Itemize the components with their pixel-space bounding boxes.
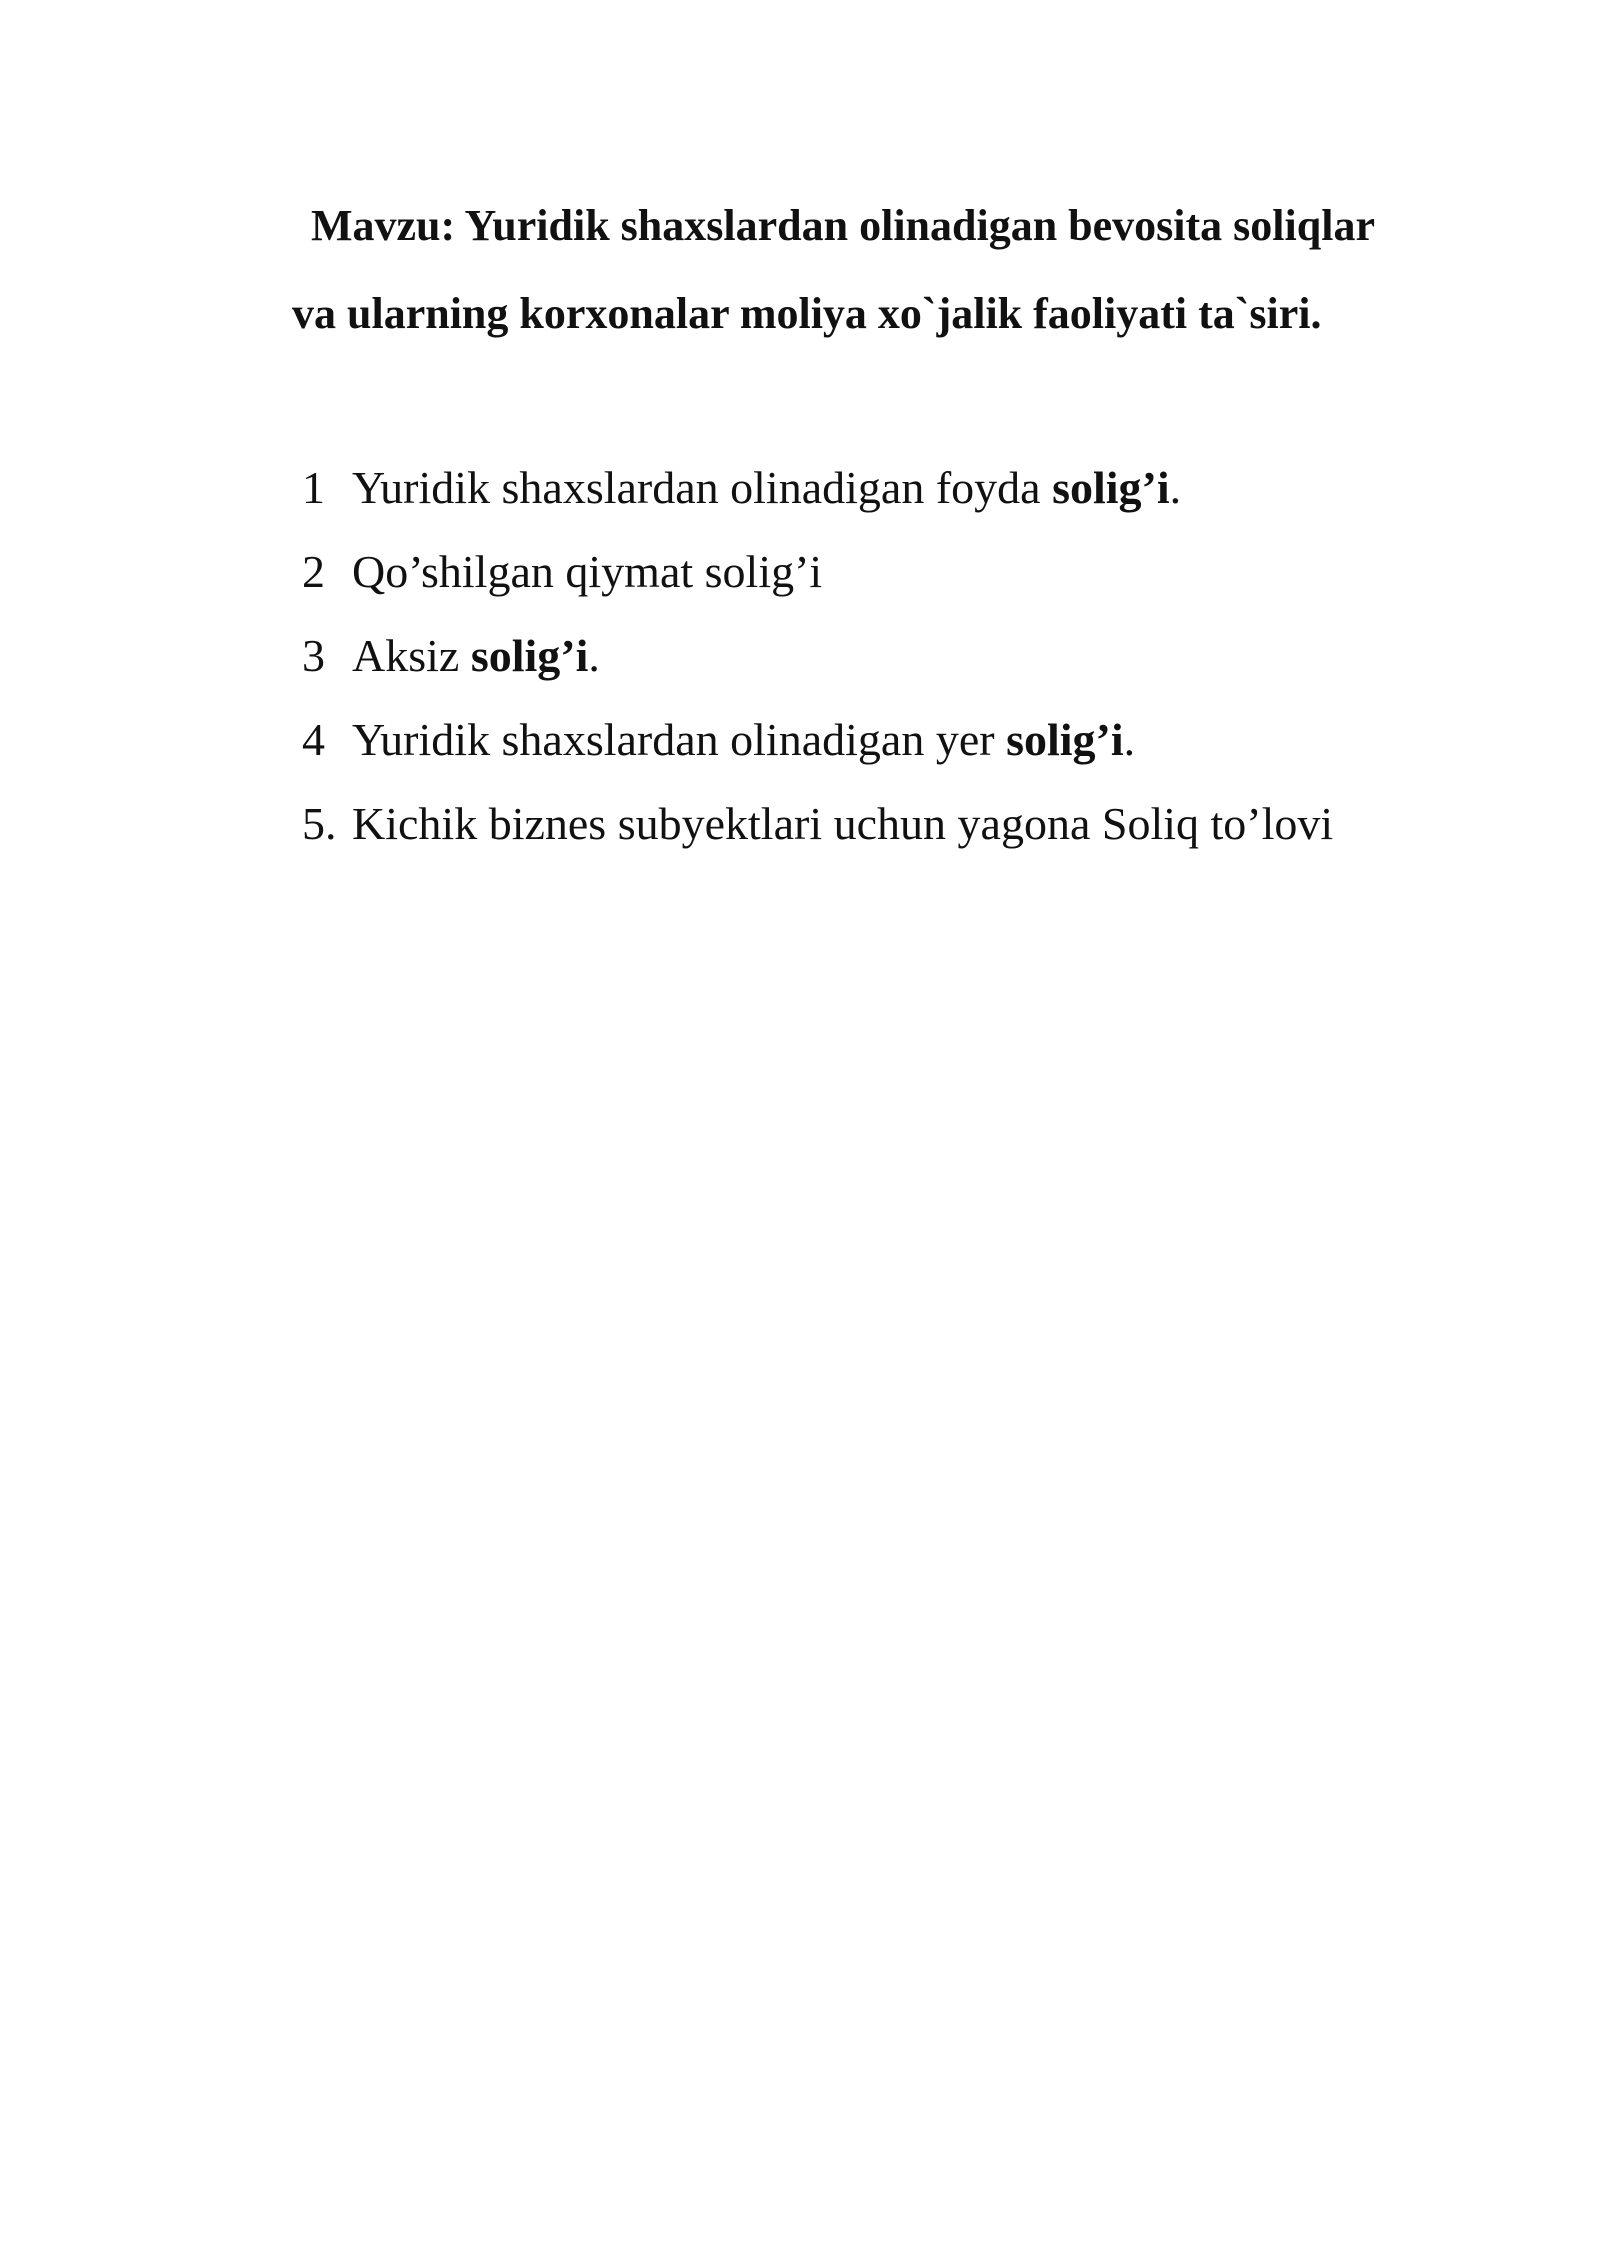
list-item-number: 3 [302, 630, 325, 681]
list-item-number: 1 [302, 462, 325, 513]
list-item [302, 446, 1333, 530]
list-item-number: 4 [302, 714, 325, 765]
list-item-text: Qo’shilgan qiymat solig’i [352, 546, 823, 597]
title-line-1: Mavzu: Yuridik shaxslardan olinadigan bevosita soliqlar [311, 201, 1375, 250]
document-title [292, 182, 1512, 358]
list-item-bold-text: solig’i [1006, 714, 1124, 765]
list-item-tail: . [1169, 462, 1182, 513]
title-line-2: va ularning korxonalar moliya xo`jalik faoliyati ta`siri. [292, 289, 1322, 338]
list-item-number: 2 [302, 546, 325, 597]
list-item-bold-text: solig’i [470, 630, 589, 681]
list-item-tail: . [1123, 714, 1136, 765]
list-item-text: Kichik biznes subyektlari uchun yagona Soliq to’lovi [352, 798, 1334, 849]
list-item [302, 614, 1333, 698]
list-item-tail: . [588, 630, 600, 681]
list-item [302, 698, 1333, 782]
list-item-text: Yuridik shaxslardan olinadigan yer [352, 714, 1007, 765]
list-item [302, 530, 1333, 614]
tax-list [302, 446, 1333, 866]
list-item-text: Aksiz [352, 630, 471, 681]
list-item-text: Yuridik shaxslardan olinadigan foyda [352, 462, 1053, 513]
list-item-bold-text: solig’i [1052, 462, 1170, 513]
list-item-number: 5. [302, 798, 337, 849]
list-item [302, 782, 1333, 866]
